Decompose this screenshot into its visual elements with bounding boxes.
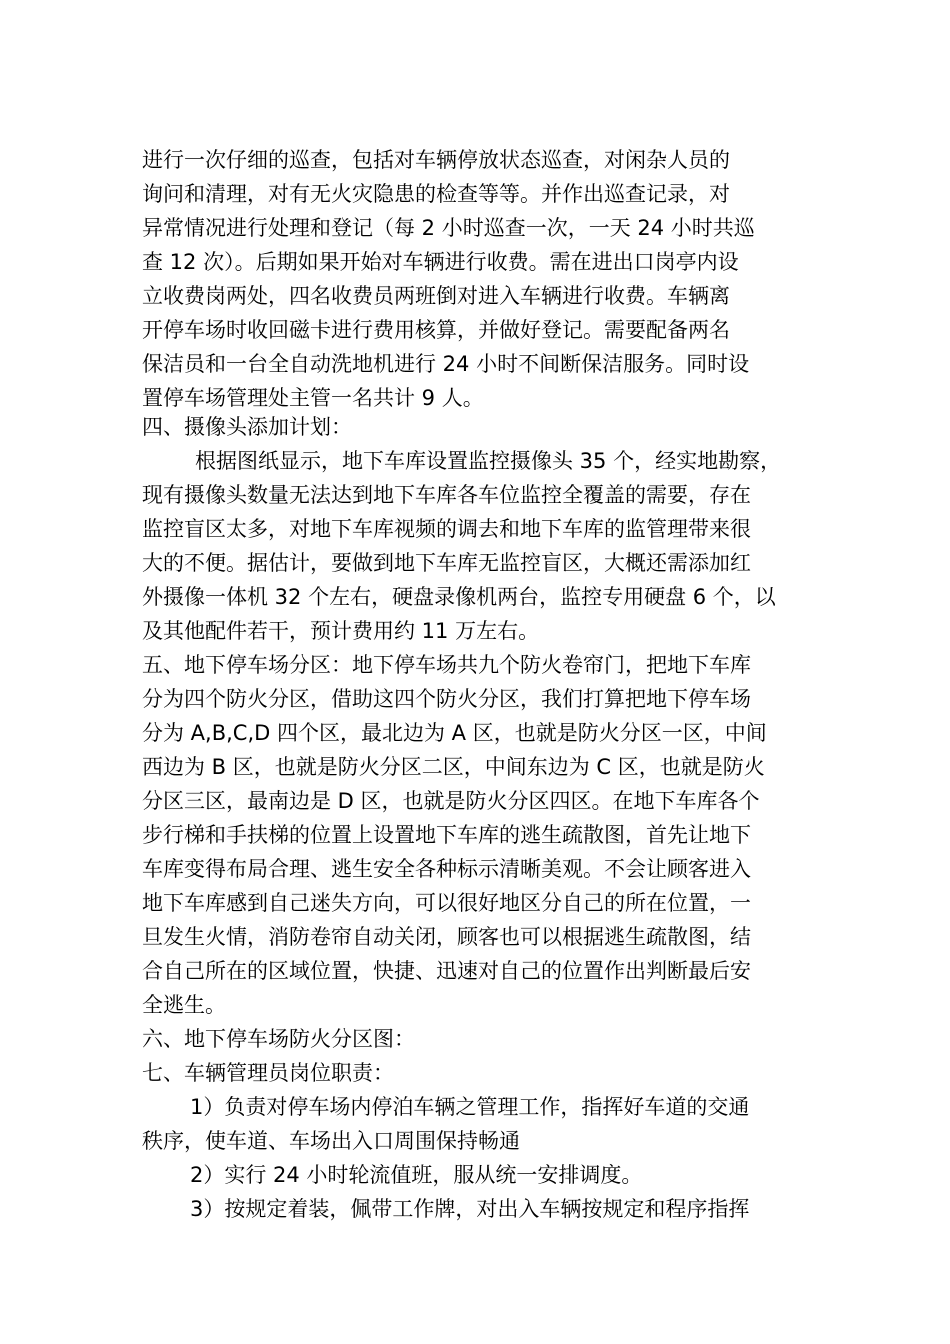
- section-heading-fire-zone-map: 六、地下停车场防火分区图：: [142, 1027, 415, 1051]
- text-line: 西边为 B 区，也就是防火分区二区，中间东边为 C 区，也就是防火: [142, 755, 765, 779]
- text-line: 现有摄像头数量无法达到地下车库各车位监控全覆盖的需要，存在: [142, 483, 751, 507]
- text-line: 地下车库感到自己迷失方向，可以很好地区分自己的所在位置，一: [142, 891, 751, 915]
- text-line: 保洁员和一台全自动洗地机进行 24 小时不间断保洁服务。同时设: [142, 352, 750, 376]
- section-heading-zoning: 五、地下停车场分区：地下停车场共九个防火卷帘门，把地下车库: [142, 653, 751, 677]
- text-line: 合自己所在的区域位置，快捷、迅速对自己的位置作出判断最后安: [142, 959, 751, 983]
- text-line: 分区三区，最南边是 D 区，也就是防火分区四区。在地下车库各个: [142, 789, 760, 813]
- text-line: 旦发生火情，消防卷帘自动关闭，顾客也可以根据逃生疏散图，结: [142, 925, 751, 949]
- text-line: 异常情况进行处理和登记（每 2 小时巡查一次，一天 24 小时共巡: [142, 216, 755, 240]
- duty-item-1: 1）负责对停车场内停泊车辆之管理工作，指挥好车道的交通: [190, 1095, 750, 1119]
- section-heading-camera-plan: 四、摄像头添加计划：: [142, 415, 352, 439]
- text-line: 及其他配件若干，预计费用约 11 万左右。: [142, 619, 540, 643]
- text-line: 秩序，使车道、车场出入口周围保持畅通: [142, 1129, 520, 1153]
- text-line: 立收费岗两处，四名收费员两班倒对进入车辆进行收费。车辆离: [142, 284, 730, 308]
- text-line: 置停车场管理处主管一名共计 9 人。: [142, 386, 484, 410]
- text-line: 全逃生。: [142, 993, 226, 1017]
- text-line: 分为四个防火分区，借助这四个防火分区，我们打算把地下停车场: [142, 687, 751, 711]
- text-line: 大的不便。据估计，要做到地下车库无监控盲区，大概还需添加红: [142, 551, 751, 575]
- text-line: 外摄像一体机 32 个左右，硬盘录像机两台，监控专用硬盘 6 个，以: [142, 585, 776, 609]
- text-line: 询问和清理，对有无火灾隐患的检查等等。并作出巡查记录，对: [142, 182, 730, 206]
- text-line: 查 12 次）。后期如果开始对车辆进行收费。需在进出口岗亭内设: [142, 250, 739, 274]
- duty-item-2: 2）实行 24 小时轮流值班，服从统一安排调度。: [190, 1163, 643, 1187]
- text-line: 根据图纸显示，地下车库设置监控摄像头 35 个，经实地勘察，: [195, 449, 782, 473]
- text-line: 监控盲区太多，对地下车库视频的调去和地下车库的监管理带来很: [142, 517, 751, 541]
- text-line: 步行梯和手扶梯的位置上设置地下车库的逃生疏散图，首先让地下: [142, 823, 751, 847]
- text-line: 开停车场时收回磁卡进行费用核算，并做好登记。需要配备两名: [142, 318, 730, 342]
- duty-item-3: 3）按规定着装，佩带工作牌，对出入车辆按规定和程序指挥: [190, 1197, 750, 1221]
- text-line: 分为 A,B,C,D 四个区，最北边为 A 区，也就是防火分区一区，中间: [142, 721, 767, 745]
- text-line: 进行一次仔细的巡查，包括对车辆停放状态巡查，对闲杂人员的: [142, 148, 730, 172]
- section-heading-duties: 七、车辆管理员岗位职责：: [142, 1061, 394, 1085]
- text-line: 车库变得布局合理、逃生安全各种标示清晰美观。不会让顾客进入: [142, 857, 751, 881]
